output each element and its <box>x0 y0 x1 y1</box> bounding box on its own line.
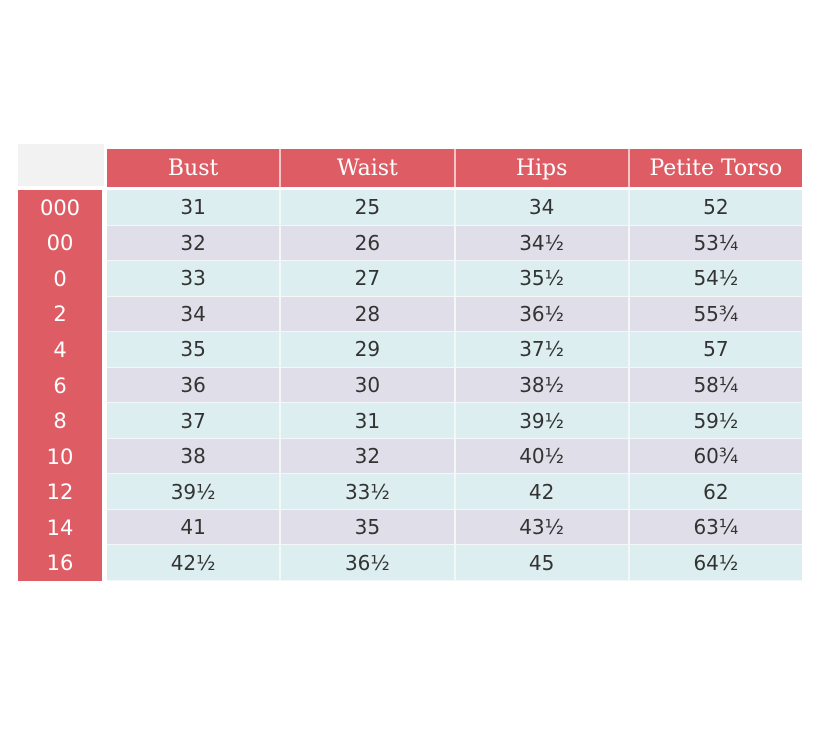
size-label: 14 <box>46 515 74 540</box>
cell-bust: 31 <box>107 190 281 226</box>
cell-bust: 38 <box>107 439 281 475</box>
cell-hips: 34½ <box>456 226 630 262</box>
column-header-hips: Hips <box>456 149 630 187</box>
cell-bust: 39½ <box>107 474 281 510</box>
table-body <box>107 190 802 581</box>
cell-bust: 33 <box>107 261 281 297</box>
cell-waist: 30 <box>281 368 455 404</box>
cell-petite-torso: 57 <box>630 332 802 368</box>
cell-waist: 28 <box>281 297 455 333</box>
cell-bust: 41 <box>107 510 281 546</box>
cell-bust: 42½ <box>107 545 281 581</box>
cell-waist: 25 <box>281 190 455 226</box>
size-label: 000 <box>39 195 81 220</box>
cell-hips: 37½ <box>456 332 630 368</box>
cell-waist: 29 <box>281 332 455 368</box>
table-row <box>107 510 802 546</box>
cell-petite-torso: 62 <box>630 474 802 510</box>
cell-waist: 35 <box>281 510 455 546</box>
cell-bust: 37 <box>107 403 281 439</box>
size-label: 0 <box>53 266 67 291</box>
table-row <box>107 368 802 404</box>
column-header-bust: Bust <box>107 149 281 187</box>
size-label-column <box>18 190 102 581</box>
cell-bust: 36 <box>107 368 281 404</box>
cell-bust: 35 <box>107 332 281 368</box>
table-row <box>107 403 802 439</box>
cell-waist: 31 <box>281 403 455 439</box>
size-label: 10 <box>46 444 74 469</box>
size-label: 6 <box>53 373 67 398</box>
table-row <box>107 439 802 475</box>
cell-petite-torso: 63¼ <box>630 510 802 546</box>
size-label: 8 <box>53 409 67 434</box>
table-row <box>107 474 802 510</box>
cell-hips: 39½ <box>456 403 630 439</box>
cell-petite-torso: 53¼ <box>630 226 802 262</box>
cell-waist: 32 <box>281 439 455 475</box>
cell-petite-torso: 55¾ <box>630 297 802 333</box>
column-header-waist: Waist <box>281 149 455 187</box>
cell-hips: 43½ <box>456 510 630 546</box>
size-label: 4 <box>53 337 67 362</box>
cell-petite-torso: 54½ <box>630 261 802 297</box>
cell-hips: 38½ <box>456 368 630 404</box>
table-row <box>107 297 802 333</box>
table-row <box>107 190 802 226</box>
table-row <box>107 226 802 262</box>
size-label: 16 <box>46 551 74 576</box>
cell-hips: 40½ <box>456 439 630 475</box>
cell-petite-torso: 64½ <box>630 545 802 581</box>
size-label: 2 <box>53 302 67 327</box>
cell-waist: 27 <box>281 261 455 297</box>
table-row <box>107 332 802 368</box>
cell-hips: 34 <box>456 190 630 226</box>
table-corner <box>18 144 104 186</box>
cell-petite-torso: 58¼ <box>630 368 802 404</box>
size-chart-table <box>18 144 802 581</box>
cell-bust: 34 <box>107 297 281 333</box>
size-label: 00 <box>46 231 74 256</box>
size-label: 12 <box>46 480 74 505</box>
cell-hips: 42 <box>456 474 630 510</box>
table-header-row <box>107 149 802 187</box>
cell-waist: 36½ <box>281 545 455 581</box>
cell-hips: 35½ <box>456 261 630 297</box>
cell-hips: 45 <box>456 545 630 581</box>
cell-petite-torso: 59½ <box>630 403 802 439</box>
cell-waist: 33½ <box>281 474 455 510</box>
cell-petite-torso: 52 <box>630 190 802 226</box>
cell-petite-torso: 60¾ <box>630 439 802 475</box>
cell-waist: 26 <box>281 226 455 262</box>
cell-bust: 32 <box>107 226 281 262</box>
table-row <box>107 261 802 297</box>
column-header-petite-torso: Petite Torso <box>630 149 802 187</box>
table-row <box>107 545 802 581</box>
cell-hips: 36½ <box>456 297 630 333</box>
